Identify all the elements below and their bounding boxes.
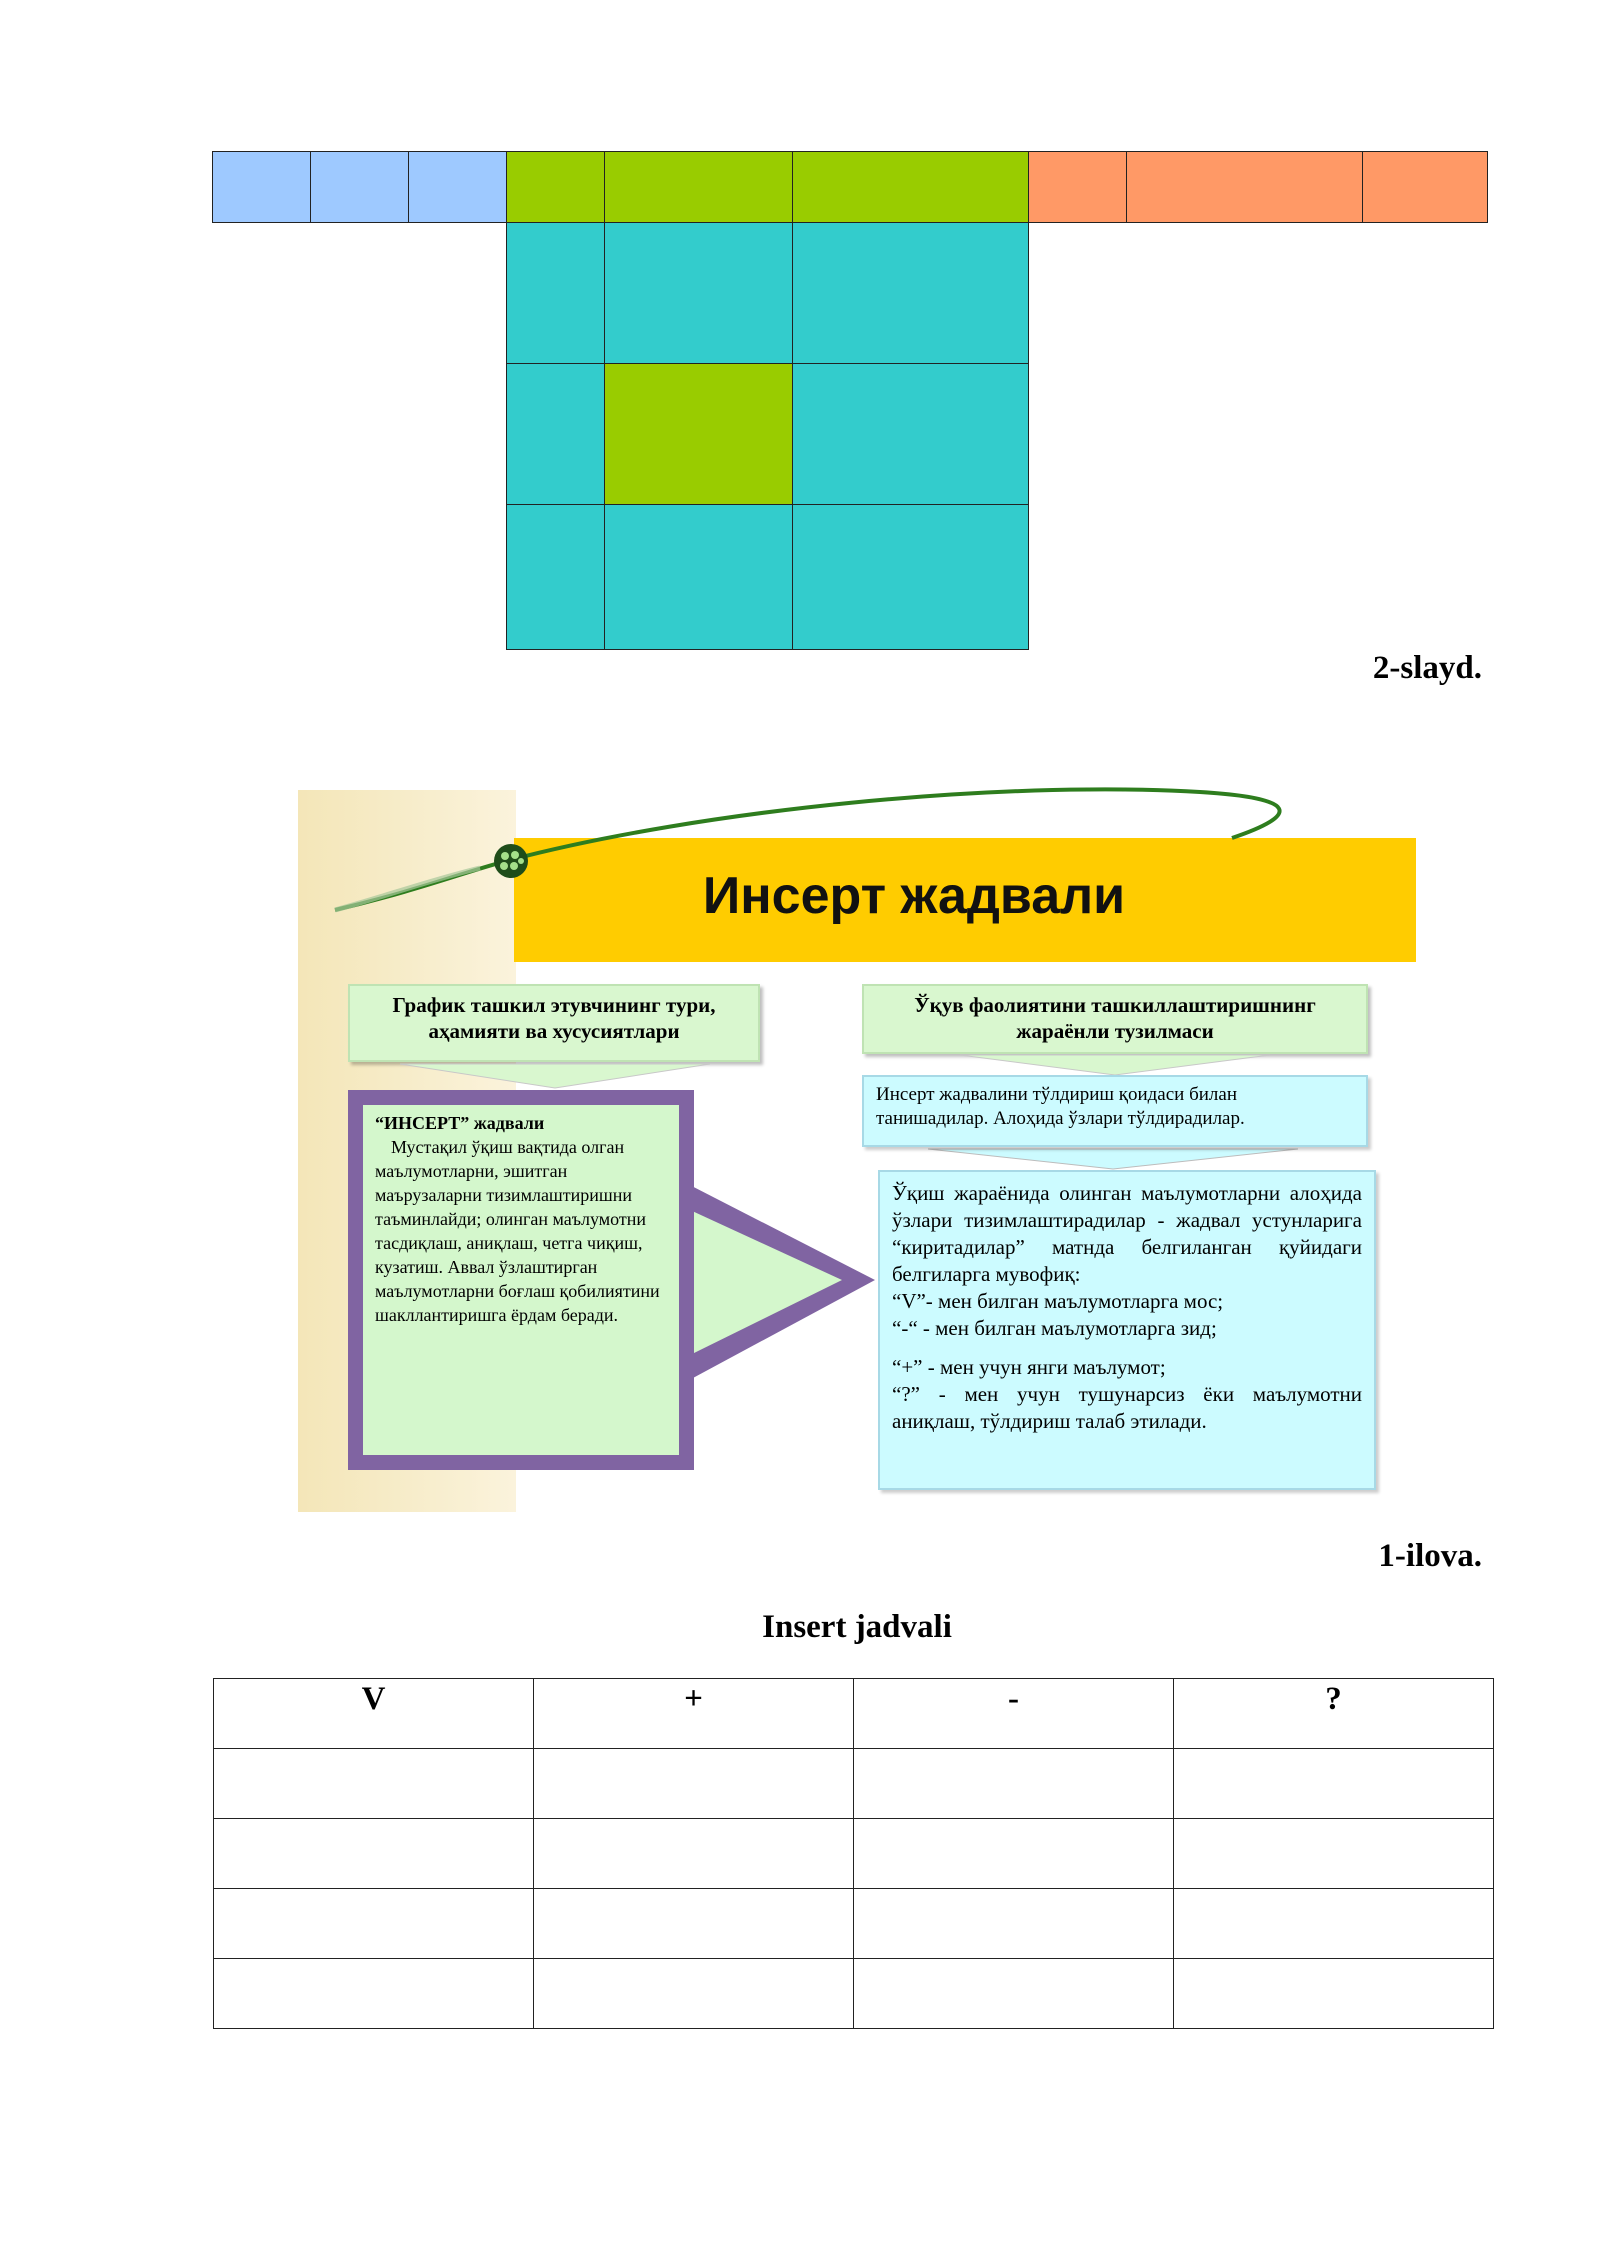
table-cell[interactable] (534, 1749, 854, 1819)
table-cell[interactable] (214, 1749, 534, 1819)
table-cell[interactable] (1174, 1959, 1494, 2029)
slide-title: Инсерт жадвали (702, 867, 1126, 925)
table-title: Insert jadvali (762, 1609, 952, 1645)
table-cell[interactable] (1174, 1749, 1494, 1819)
decorative-curve (0, 0, 1600, 1000)
appendix-label: 1-ilova. (1378, 1538, 1482, 1574)
table-cell[interactable] (1174, 1819, 1494, 1889)
table-row (214, 1959, 1494, 2029)
slide-label: 2-slayd. (1372, 650, 1482, 686)
table-header-cell: ? (1174, 1679, 1494, 1749)
bead-icon (492, 842, 530, 880)
table-header-row (214, 1679, 1494, 1749)
mark-question: “?” - мен учун тушунарсиз ёки маълумотни аниқлаш, тўлдириш талаб этилади. (892, 1382, 1362, 1433)
table-cell[interactable] (854, 1749, 1174, 1819)
insert-box-title: “ИНСЕРТ” жадвали (375, 1113, 545, 1133)
table-header-cell: + (534, 1679, 854, 1749)
table-cell[interactable] (214, 1889, 534, 1959)
marks-intro: Ўқиш жараёнида олинган маълумотларни алоҳида ўзлари тизимлаштирадилар - жадвал устунларига “киритадилар” матнда белгиланган қуйидаги белгиларга мувофиқ: (892, 1181, 1362, 1286)
table-cell[interactable] (854, 1959, 1174, 2029)
insert-box (363, 1105, 679, 1455)
step-box: Инсерт жадвалини тўлдириш қоидаси билан танишадилар. Алоҳида ўзлари тўлдирадилар. (862, 1075, 1368, 1147)
right-header: Ўқув фаолиятини ташкиллаштиришнинг жараёнли тузилмаси (862, 984, 1368, 1054)
down-arrow-icon (928, 1147, 1298, 1171)
down-arrow-icon (960, 1053, 1270, 1077)
table-header-cell: - (854, 1679, 1174, 1749)
table-cell[interactable] (534, 1959, 854, 2029)
down-arrow-icon (400, 1062, 710, 1090)
mark-plus: “+” - мен учун янги маълумот; (892, 1355, 1166, 1379)
table-cell[interactable] (214, 1819, 534, 1889)
table-row (214, 1749, 1494, 1819)
table-cell[interactable] (214, 1959, 534, 2029)
insert-box-text: Мустақил ўқиш вақтида олган маълумотларни, эшитган маърузаларни тизимлаштиришни таъминлайди; олинган маълумотни тасдиқлаш, аниқлаш, четга чиқиш, кузатиш. Аввал ўзлаштирган маълумотларни боғлаш қобилиятини шакллантиришга ёрдам беради. (375, 1137, 660, 1325)
table-cell[interactable] (854, 1819, 1174, 1889)
table-header-cell: V (214, 1679, 534, 1749)
table-cell[interactable] (534, 1819, 854, 1889)
mark-v: “V”- мен билган маълумотларга мос; (892, 1289, 1224, 1313)
table-cell[interactable] (854, 1889, 1174, 1959)
insert-table (213, 1678, 1494, 2029)
left-header: График ташкил этувчининг тури, аҳамияти ва хусусиятлари (348, 984, 760, 1062)
marks-box (878, 1170, 1376, 1490)
table-row (214, 1819, 1494, 1889)
mark-minus: “-“ - мен билган маълумотларга зид; (892, 1316, 1217, 1340)
right-arrow-icon (670, 1170, 880, 1400)
table-row (214, 1889, 1494, 1959)
table-cell[interactable] (534, 1889, 854, 1959)
table-cell[interactable] (1174, 1889, 1494, 1959)
